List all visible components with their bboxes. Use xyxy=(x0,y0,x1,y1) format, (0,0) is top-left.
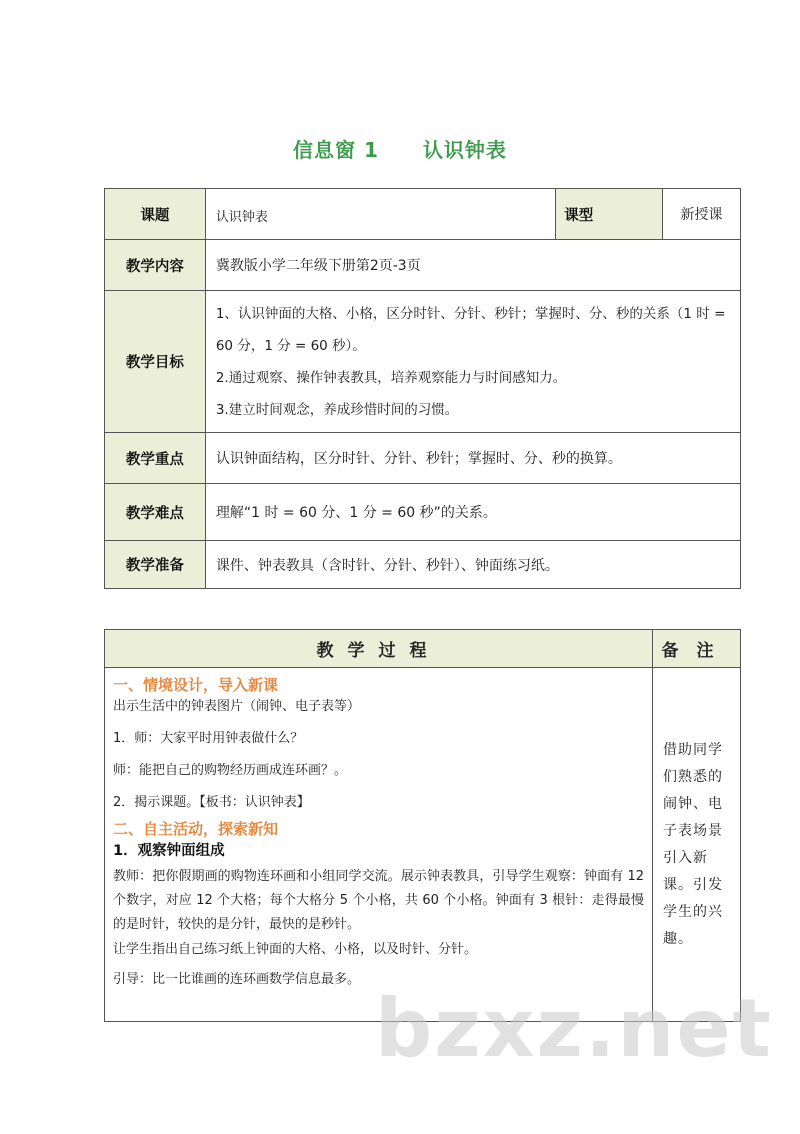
notes-header: 备注 xyxy=(653,630,741,668)
info-row-prep xyxy=(105,541,741,589)
notes-content xyxy=(653,668,741,1022)
page-title-part1: 信息窗 1 xyxy=(293,138,379,162)
difficulty-value: 理解“1 时 = 60 分、1 分 = 60 秒”的关系。 xyxy=(205,484,740,541)
difficulty-label: 教学难点 xyxy=(105,484,206,541)
section1-title: 一、情境设计，导入新课 xyxy=(113,676,279,694)
info-row-difficulty xyxy=(105,484,741,541)
s2-paragraph: 教师：把你假期画的购物连环画和小组同学交流。展示钟表教具，引导学生观察：钟面有 12 个数字，对应 12 个大格；每个大格分 5 个小格，共 60 个小格。钟面有 3 根针：走得最慢的是时针，较快的是分针，最快的是秒针。 xyxy=(113,869,645,932)
info-row-subject xyxy=(105,189,741,240)
s1-line: 出示生活中的钟表图片（闹钟、电子表等） xyxy=(113,699,361,714)
type-label: 课型 xyxy=(556,189,663,240)
s2-line: 让学生指出自己练习纸上钟面的大格、小格，以及时针、分针。 xyxy=(113,942,478,957)
process-body-row xyxy=(105,668,741,1022)
content-label: 教学内容 xyxy=(105,240,206,291)
prep-label: 教学准备 xyxy=(105,541,206,589)
content-value: 冀教版小学二年级下册第2页-3页 xyxy=(205,240,740,291)
info-row-focus xyxy=(105,433,741,484)
teaching-process-table xyxy=(104,629,741,1022)
s2-line: 引导：比一比谁画的连环画数学信息最多。 xyxy=(113,972,361,987)
prep-value: 课件、钟表教具（含时针、分针、秒针）、钟面练习纸。 xyxy=(205,541,740,589)
subject-value: 认识钟表 xyxy=(205,189,555,240)
type-value: 新授课 xyxy=(663,189,741,240)
note-text: 借助同学们熟悉的闹钟、电子表场景引入新课。引发学生的兴趣。 xyxy=(663,741,724,947)
subject-label: 课题 xyxy=(105,189,206,240)
page-title-part2: 认识钟表 xyxy=(422,138,507,162)
watermark: bzxz.net xyxy=(375,982,773,1075)
section2-title: 二、自主活动，探索新知 xyxy=(113,820,279,838)
goal-item: 2.通过观察、操作钟表教具，培养观察能力与时间感知力。 xyxy=(215,369,567,386)
info-row-goals xyxy=(105,291,741,433)
page-title xyxy=(0,134,800,163)
goal-item: 1、认识钟面的大格、小格，区分时针、分针、秒针；掌握时、分、秒的关系（1 时 = 60 分，1 分 = 60 秒）。 xyxy=(215,305,726,354)
process-header-row xyxy=(105,630,741,668)
info-row-content xyxy=(105,240,741,291)
s1-line: 1．师：大家平时用钟表做什么？ xyxy=(113,731,304,746)
focus-label: 教学重点 xyxy=(105,433,206,484)
goals-list xyxy=(205,291,740,433)
s1-line: 2．揭示课题。【板书：认识钟表】 xyxy=(113,795,310,810)
process-content xyxy=(105,668,653,1022)
s1-line: 师：能把自己的购物经历画成连环画？。 xyxy=(113,763,348,778)
process-header: 教学过程 xyxy=(105,630,653,668)
s2-subheading: 1．观察钟面组成 xyxy=(113,843,225,859)
focus-value: 认识钟面结构，区分时针、分针、秒针；掌握时、分、秒的换算。 xyxy=(205,433,740,484)
lesson-info-table xyxy=(104,188,741,589)
goals-label: 教学目标 xyxy=(105,291,206,433)
goal-item: 3.建立时间观念，养成珍惜时间的习惯。 xyxy=(215,401,459,418)
